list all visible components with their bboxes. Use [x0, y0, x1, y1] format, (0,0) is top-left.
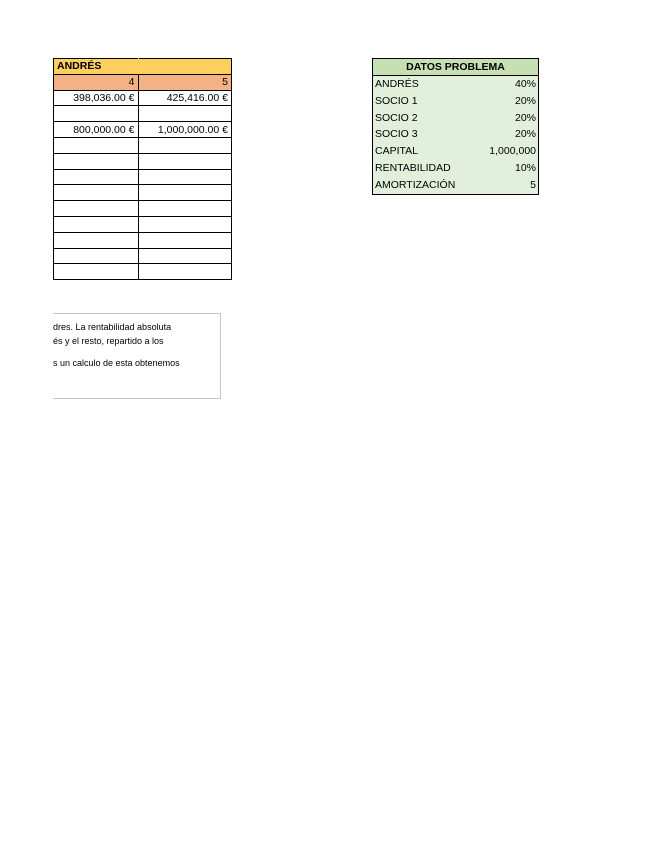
- year-header-row: [54, 74, 232, 90]
- table-cell[interactable]: [138, 232, 232, 248]
- datos-problema-table: [372, 58, 539, 195]
- datos-value: 20%: [514, 111, 536, 124]
- table-row: [54, 216, 232, 232]
- table-cell[interactable]: 800,000.00 €: [54, 122, 139, 138]
- datos-value: 10%: [514, 161, 536, 174]
- table-cell[interactable]: 1,000,000.00 €: [138, 122, 232, 138]
- datos-row-rentabilidad[interactable]: [373, 160, 538, 177]
- table-row: [54, 122, 232, 138]
- table-cell[interactable]: [54, 137, 139, 153]
- andres-title-cell[interactable]: ANDRÉS: [54, 59, 139, 75]
- datos-label: RENTABILIDAD: [375, 161, 451, 174]
- datos-label: SOCIO 2: [375, 111, 418, 124]
- table-cell[interactable]: [138, 248, 232, 264]
- text-box-line: és y el resto, repartido a los: [53, 336, 164, 346]
- table-row: [54, 185, 232, 201]
- year-header-cell[interactable]: 4: [54, 74, 139, 90]
- table-cell[interactable]: [54, 248, 139, 264]
- datos-value: 40%: [514, 78, 536, 90]
- datos-value: 20%: [514, 128, 536, 141]
- andres-table: [53, 58, 232, 280]
- datos-row-socio3[interactable]: [373, 126, 538, 143]
- table-row: [54, 90, 232, 106]
- table-cell[interactable]: [138, 137, 232, 153]
- table-row: [54, 248, 232, 264]
- datos-label: CAPITAL: [375, 145, 418, 158]
- table-cell[interactable]: 398,036.00 €: [54, 90, 139, 106]
- table-row: [54, 106, 232, 122]
- table-cell[interactable]: [54, 169, 139, 185]
- andres-title-row: [54, 59, 232, 75]
- table-cell[interactable]: [138, 216, 232, 232]
- datos-value: 5: [530, 178, 536, 191]
- table-cell[interactable]: [54, 232, 139, 248]
- table-cell[interactable]: [138, 201, 232, 217]
- table-cell[interactable]: 425,416.00 €: [138, 90, 232, 106]
- table-row: [54, 232, 232, 248]
- text-box-line: dres. La rentabilidad absoluta: [53, 322, 172, 332]
- datos-row-socio1[interactable]: [373, 93, 538, 110]
- table-row: [54, 153, 232, 169]
- datos-row-amortizacion[interactable]: [373, 177, 538, 194]
- table-cell[interactable]: [138, 106, 232, 122]
- datos-value: 1,000,000: [489, 145, 536, 158]
- table-cell[interactable]: [54, 185, 139, 201]
- explanation-text-box[interactable]: [53, 313, 221, 399]
- datos-label: SOCIO 3: [375, 128, 418, 141]
- datos-label: SOCIO 1: [375, 94, 418, 107]
- table-row: [54, 201, 232, 217]
- datos-row-capital[interactable]: [373, 143, 538, 160]
- table-cell[interactable]: [138, 264, 232, 280]
- table-cell[interactable]: [138, 169, 232, 185]
- table-cell[interactable]: [54, 153, 139, 169]
- datos-row-andres[interactable]: [373, 76, 538, 93]
- year-header-cell[interactable]: 5: [138, 74, 232, 90]
- table-cell[interactable]: [54, 264, 139, 280]
- table-cell[interactable]: [54, 106, 139, 122]
- table-row: [54, 169, 232, 185]
- table-row: [54, 264, 232, 280]
- datos-label: AMORTIZACIÓN: [375, 178, 456, 191]
- table-cell[interactable]: [138, 153, 232, 169]
- table-cell[interactable]: [54, 216, 139, 232]
- table-cell[interactable]: [54, 201, 139, 217]
- table-cell[interactable]: [138, 185, 232, 201]
- datos-value: 20%: [514, 94, 536, 107]
- table-row: [54, 137, 232, 153]
- text-box-line: s un calculo de esta obtenemos: [53, 358, 180, 368]
- datos-problema-title[interactable]: DATOS PROBLEMA: [373, 59, 538, 76]
- text-box-gap: [53, 348, 216, 356]
- datos-label: ANDRÉS: [375, 78, 419, 90]
- datos-row-socio2[interactable]: [373, 110, 538, 127]
- andres-title-cell-empty[interactable]: [138, 59, 232, 75]
